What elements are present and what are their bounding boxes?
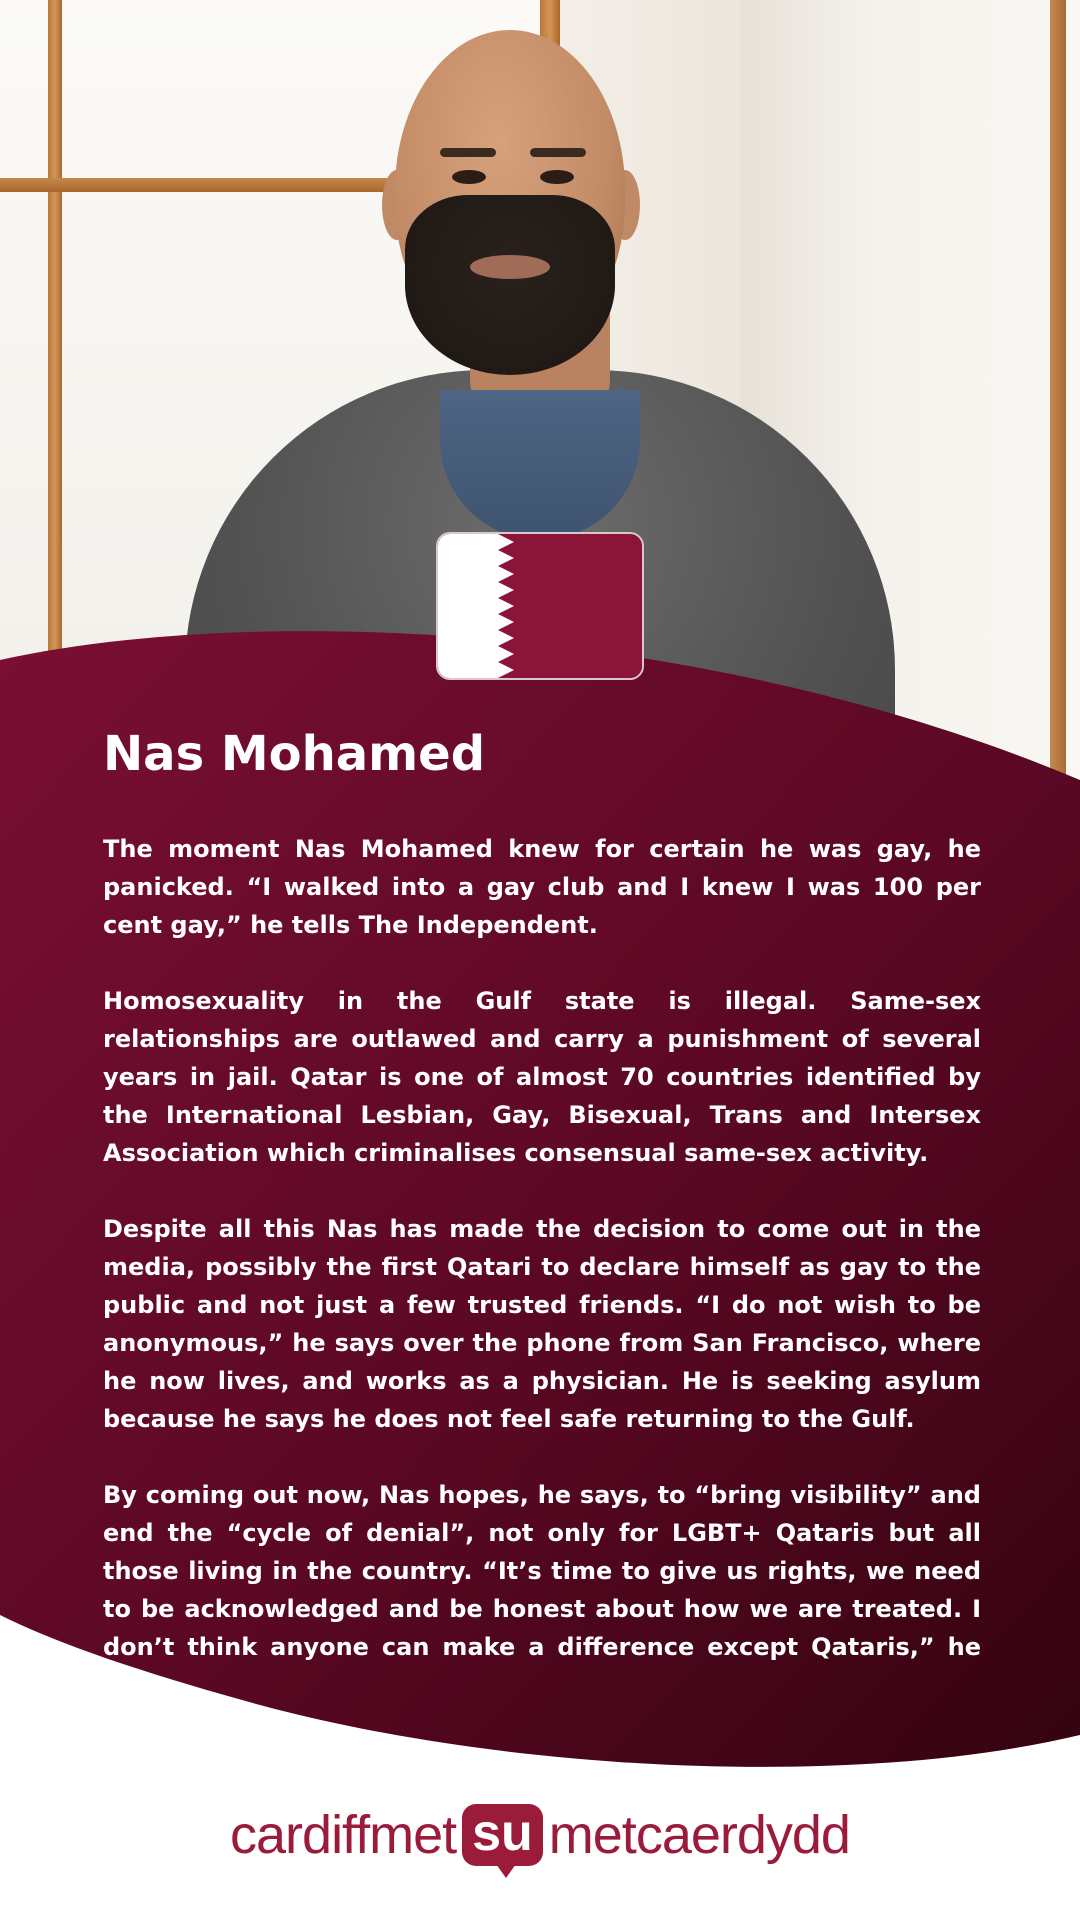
cardiffmet-su-logo	[0, 1800, 1080, 1870]
logo-text-left: cardiffmet	[230, 1805, 457, 1865]
paragraph-4: By coming out now, Nas hopes, he says, to “bring visibility” and end the “cycle of denial”, not only for LGBT+ Qataris but all those living in the country. “It’s time to give us rights, we need to be acknowledged and be honest about how we are treated. I don’t think anyone can make a difference except Qataris,” he says.	[103, 1481, 981, 1699]
paragraph-3: Despite all this Nas has made the decision to come out in the media, possibly the first Qatari to declare himself as gay to the public and not just a few trusted friends. “I do not wish to be anonymous,” he says over the phone from San Francisco, where he now lives, and works as a physician. He is seeking asylum because he says he does not feel safe returning to the Gulf.	[103, 1215, 981, 1433]
logo-text-right: metcaerdydd	[548, 1805, 850, 1865]
article-body	[103, 830, 981, 1742]
paragraph-2: Homosexuality in the Gulf state is illegal. Same-sex relationships are outlawed and carry a punishment of several years in jail. Qatar is one of almost 70 countries identified by the International Lesbian, Gay, Bisexual, Trans and Intersex Association which criminalises consensual same-sex activity.	[103, 987, 981, 1167]
person-name: Nas Mohamed	[103, 726, 486, 782]
paragraph-1: The moment Nas Mohamed knew for certain he was gay, he panicked. “I walked into a gay club and I knew I was 100 per cent gay,” he tells The Independent.	[103, 835, 981, 939]
qatar-flag-icon	[436, 532, 644, 680]
logo-su-badge: su	[462, 1804, 543, 1866]
flag-graphic	[438, 534, 642, 678]
